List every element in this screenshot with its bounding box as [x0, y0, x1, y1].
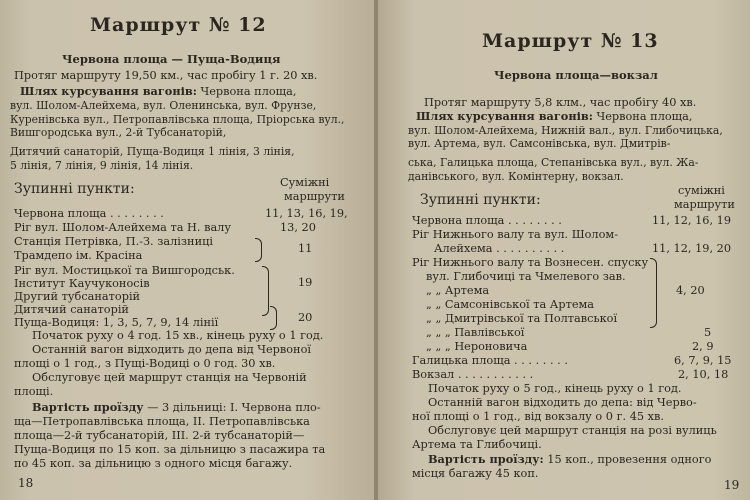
routes-header: суміжні [678, 184, 725, 197]
stop-name: „ „ Артема [426, 284, 490, 297]
path-line: Куренівська вул., Петропавлівська площа, Пріорська вул., Вишгородська вул., 2-й Тубсанаторій, [10, 113, 345, 139]
stop-name: „ „ Дмитрівської та Полтавської [426, 312, 618, 325]
fare-line: місця багажу 45 коп. [412, 467, 539, 480]
brace [255, 238, 262, 262]
note-line: Обслуговує цей маршрут станція на Червоній [32, 371, 307, 384]
route-length: Протяг маршруту 19,50 км., час пробігу 1 г. 20 хв. [14, 69, 318, 82]
stop-name: Пуща-Водиця: 1, 3, 5, 7, 9, 14 лінії [14, 316, 219, 329]
fare-label: Вартість проїзду: [428, 452, 544, 466]
path-label: Шлях курсування вагонів: [416, 109, 593, 123]
note-line: Початок руху о 4 год. 15 хв., кінець руху о 1 год. [32, 329, 324, 342]
stop-name: Станція Петрівка, П.-З. залізниці [14, 235, 213, 248]
stop-routes: 11 [298, 242, 313, 255]
path-line: вул. Шолом-Алейхема, вул. Оленинська, вул. Фрунзе, [10, 99, 317, 112]
path-line: Червона площа, [596, 110, 693, 123]
stop-name: „ „ Самсонівської та Артема [426, 298, 595, 311]
path-line: ська, Галицька площа, Степанівська вул., вул. Жа- [408, 156, 699, 169]
stop-name: Червона площа . . . . . . . . [412, 214, 562, 227]
stop-name: Вокзал . . . . . . . . . . . [412, 368, 534, 381]
stop-name: „ „ „ Нероновича [426, 340, 528, 353]
stop-routes: 2, 9 [692, 340, 714, 353]
fare-line: — 3 дільниці: І. Червона пло- [147, 401, 321, 414]
stop-name: Ріг вул. Мостицької та Вишгородськ. [14, 264, 235, 277]
stops-header: Зупинні пункти: [14, 181, 135, 197]
page-title: Маршрут № 12 [90, 14, 267, 36]
routes-header: маршрути [674, 198, 735, 211]
right-page [378, 0, 750, 500]
note-line: ної площі о 1 год., від вокзалу о 0 г. 45 хв. [412, 410, 664, 423]
path-paragraph [20, 85, 297, 98]
path-label: Шлях курсування вагонів: [20, 84, 197, 98]
note-line: Артема та Глибочиці. [412, 438, 542, 451]
note-line: Останній вагон відходить до депа: від Черво- [428, 396, 697, 409]
route-endpoints: Червона площа — Пуща-Водиця [62, 52, 281, 66]
fare-label: Вартість проїзду [32, 400, 144, 414]
stop-name: Алейхема . . . . . . . . . . [434, 242, 565, 255]
path-line: вул. Шолом-Алейхема, Нижній вал., вул. Глибочицька, вул. Артема, вул. Самсонівська, вул. Дмитрів- [408, 124, 723, 150]
routes-header: маршрути [284, 190, 345, 203]
stop-routes: 20 [298, 311, 313, 324]
fare-line: Пуща-Водиця по 15 коп. за дільницю з пасажира та [14, 443, 326, 456]
stop-routes: 13, 20 [280, 221, 316, 234]
fare-line: 15 коп., провезення одного [547, 453, 712, 466]
fare-line: ща—Петропавлівська площа, II. Петропавлівська [14, 415, 310, 428]
note-line: Останній вагон відходить до депа від Червоної [32, 343, 311, 356]
stop-routes: 6, 7, 9, 15 [674, 354, 732, 367]
path-paragraph [416, 110, 693, 123]
page-number: 19 [724, 478, 740, 492]
note-line: площі. [14, 385, 54, 398]
note-line: Початок руху о 5 год., кінець руху о 1 год. [428, 382, 682, 395]
stop-name: Галицька площа . . . . . . . . [412, 354, 568, 367]
path-line: Дитячий санаторій, Пуща-Водиця 1 лінія, 3 лінія, [10, 145, 295, 158]
stop-routes: 11, 12, 16, 19 [652, 214, 732, 227]
stop-name: Другий тубсанаторій [14, 290, 141, 303]
stop-name: Червона площа . . . . . . . . [14, 207, 164, 220]
path-line: Червона площа, [200, 85, 297, 98]
stop-name: Ріг Нижнього валу та вул. Шолом- [412, 228, 619, 241]
note-line: Обслуговує цей маршрут станція на розі вулиць [428, 424, 717, 437]
route-length: Протяг маршруту 5,8 клм., час пробігу 40 хв. [424, 96, 697, 109]
stop-name: Інститут Каучуконосів [14, 277, 150, 290]
fare-paragraph [32, 401, 321, 414]
stop-name: Дитячий санаторій [14, 303, 129, 316]
page-number: 18 [18, 476, 34, 490]
route-endpoints: Червона площа—вокзал [494, 68, 658, 82]
stop-routes: 2, 10, 18 [678, 368, 729, 381]
stop-name: „ „ „ Павлівської [426, 326, 525, 339]
stop-routes: 11, 12, 19, 20 [652, 242, 732, 255]
page-title: Маршрут № 13 [482, 30, 659, 52]
path-line: 5 лінія, 7 лінія, 9 лінія, 14 лінія. [10, 159, 194, 172]
fare-line: площа—2-й тубсанаторій, III. 2-й тубсанаторій— [14, 429, 305, 442]
brace [270, 306, 277, 330]
stop-routes: 19 [298, 276, 313, 289]
path-line: данівського, вул. Комінтерну, вокзал. [408, 170, 624, 183]
stops-header: Зупинні пункти: [420, 192, 541, 208]
stop-routes: 5 [704, 326, 712, 339]
stop-name: Ріг Нижнього валу та Вознесен. спуску [412, 256, 649, 269]
brace [650, 258, 657, 328]
stop-routes: 11, 13, 16, 19, [265, 207, 348, 220]
brace [262, 266, 269, 316]
stop-routes: 4, 20 [676, 284, 705, 297]
note-line: площі о 1 год., з Пущі-Водиці о 0 год. 30 хв. [14, 357, 276, 370]
stop-name: Ріг вул. Шолом-Алейхема та Н. валу [14, 221, 232, 234]
routes-header: Суміжні [280, 176, 330, 189]
stop-name: вул. Глибочиці та Чмелевого зав. [426, 270, 626, 283]
stop-name: Трамдепо ім. Красіна [14, 249, 143, 262]
fare-line: по 45 коп. за дільницю з одного місця багажу. [14, 457, 293, 470]
fare-paragraph [428, 453, 711, 466]
